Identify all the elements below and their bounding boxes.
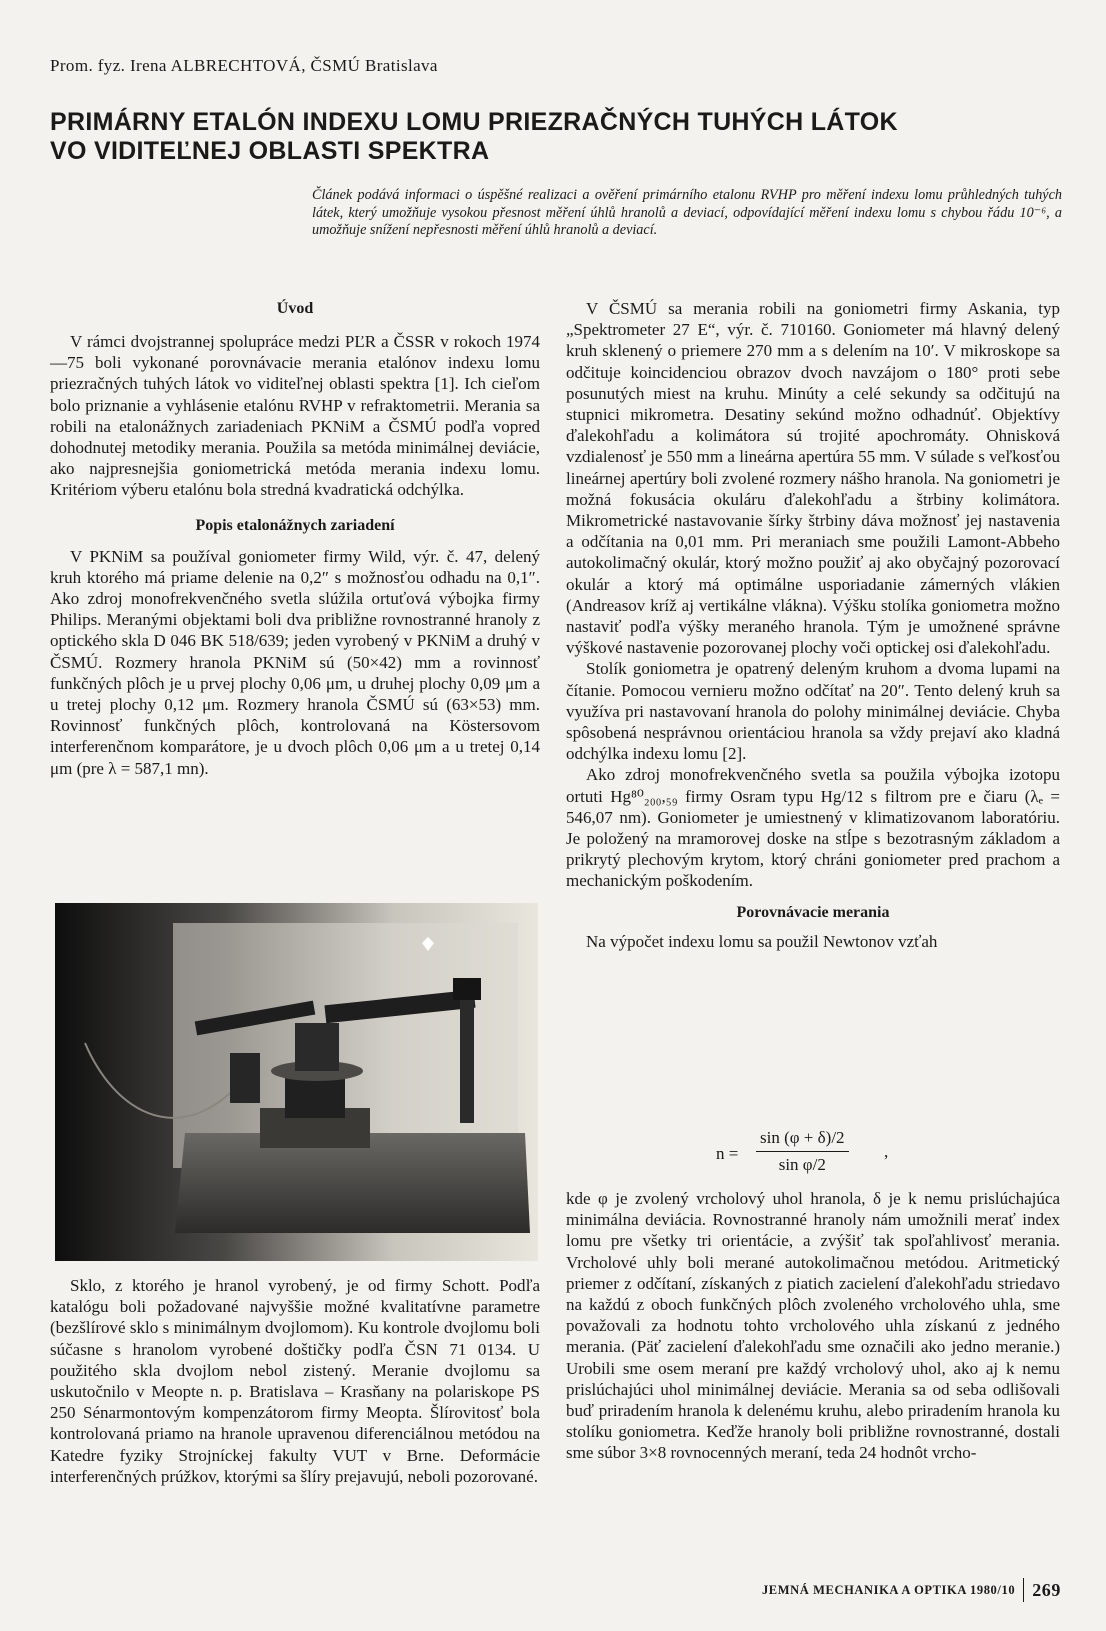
- journal-name: JEMNÁ MECHANIKA A OPTIKA 1980/10: [761, 1582, 1016, 1597]
- newton-formula: [566, 1128, 1060, 1184]
- page-number: 269: [1032, 1579, 1061, 1600]
- glass-paragraph: Sklo, z ktorého je hranol vyrobený, je od firmy Schott. Podľa katalógu boli požadované najvyššie možné kvalitatívne parametre (bezšlírové sklo s minimálnym dvojlomom). Ku kontrole dvojlomu boli súčasne s hranolom vyrobené doštičky podľa ČSN 71 0134. U použitého skla dvojlom nebol zistený. Meranie dvojlomu sa uskutočnilo v Meopte n. p. Bratislava – Krasňany na polariskope PS 250 Sénarmontovým kompenzátorom firmy Meopta. Šlírovitosť bola kontrolovaná priamo na hranole upravenou diferenciálnou metódou na Katedre fyziky Strojníckej fakulty VUT v Brne. Deformácie interferenčných prúžkov, ktorými sa šlíry prejavujú, neboli pozorované.: [50, 1276, 540, 1486]
- formula-fraction: [756, 1128, 849, 1175]
- goniometer-illustration: [55, 903, 538, 1261]
- csmu-paragraph: V ČSMÚ sa merania robili na goniometri firmy Askania, typ „Spektrometer 27 E“, výr. č. 710160. Goniometer má hlavný delený kruh sklenený o priemere 270 mm a s delením na 10′. V mikroskope sa odčituje koincidenciou obrazov dvoch navzájom o 180° proti sebe posunutých miest na kruhu. Minúty a celé sekundy sa odčitujú na stupnici mikrometra. Desatiny sekúnd možno odhadnúť. Objektívy ďalekohľadu a kolimátora sú trojité apochromáty. Ohnisková vzdialenosť je 550 mm a lineárna apertúra 55 mm. V súlade s veľkosťou lineárnej apertúry boli zvolené rozmery nášho hranola. Na goniometri je možná fokusácia okuláru ďalekohľadu a štrbiny kolimátora. Mikrometrické nastavovanie šírky štrbiny dáva možnosť jej nastavenia a odčítania na 0,01 mm. Pri meraniach sme použili Lamont-Abbeho autokolimačný okulár, ktorý možno použiť aj ako obyčajný pozorovací okulár a ktorý má optimálne usporiadanie zámerných vlákien (Andreasov kríž aj vertikálne vlákna). Výšku stolíka goniometra možno nastaviť podľa výšky meraného hranola. Tým je umožnené správne výškové nastavenie pozorovanej plochy voči optickej osi ďalekohľadu.: [566, 299, 1060, 658]
- heading-equipment: Popis etalonážnych zariadení: [195, 516, 395, 534]
- formula-numerator: sin (φ + δ)/2: [756, 1128, 849, 1152]
- left-column-bottom: [50, 1275, 540, 1487]
- right-column-bottom: [566, 1188, 1060, 1464]
- title-line-1: PRIMÁRNY ETALÓN INDEXU LOMU PRIEZRAČNÝCH TUHÝCH LÁTOK: [50, 108, 898, 136]
- equipment-paragraph: V PKNiM sa používal goniometer firmy Wild, výr. č. 47, delený kruh ktorého má priame delenie na 0,2″ s možnosťou odhadu na 0,1″. Ako zdroj monofrekvenčného svetla slúžila ortuťová výbojka firmy Philips. Meranými objektami boli dva približne rovnostranné hranoly z optického skla D 046 BK 518/639; jeden vyrobený v PKNiM a druhý v ČSMÚ. Rozmery hranola PKNiM sú (50×42) mm a rovinnosť funkčných plôch je u prvej plochy 0,06 μm, u druhej plochy 0,09 μm a u tretej plochy 0,12 μm. Rozmery hranola ČSMÚ sú (63×53) mm. Rovinnosť funkčných plôch, kontrolovaná na Köstersovom interferenčnom komparátore, je u dvoch plôch 0,06 μm a u tretej 0,14 μm (pre λ = 587,1 mn).: [50, 546, 540, 778]
- article-title: [50, 108, 1060, 166]
- footer-divider: [1023, 1578, 1024, 1602]
- formula-denominator: sin φ/2: [778, 1155, 826, 1174]
- goniometer-photo: [55, 903, 538, 1261]
- formula-explanation: kde φ je zvolený vrcholový uhol hranola, δ je k nemu prislúchajúca minimálna deviácia. Rovnostranné hranoly nám umožnili merať index lomu pre všetky tri orientácie, a zvýšiť tak spoľahlivosť merania. Vrcholové uhly boli merané autokolimačnou metódou. Aritmetický priemer z odčítaní, získaných z piatich zacielení ďalekohľadu striedavo na každú z oboch funkčných plôch zvoleného vrcholového uhla, sme považovali za hodnotu tohto vrcholového uhla získanú z jedného merania. (Päť zacielení ďalekohľadu sme označili ako jedno meranie.) Urobili sme osem meraní pre každý vrcholový uhol, ako aj k nemu prislúchajúci uhol minimálnej deviácie. Merania sa od seba odlišovali buď priradením hranola k delenému kruhu, alebo priradením hranola ku stolíku goniometra. Keďže hranoly boli približne rovnostranné, dostali sme súbor 3×8 rovnocenných meraní, teda 24 hodnôt vrcho-: [566, 1189, 1060, 1463]
- formula-lhs: n =: [716, 1144, 739, 1163]
- stage-paragraph: Stolík goniometra je opatrený deleným kruhom a dvoma lupami na čítanie. Pomocou vernieru možno odčítať na 20″. Tento delený kruh sa využíva pri nastavovaní hranola do polohy minimálnej deviácie. Chyba spôsobená nesprávnou orientáciou hranola sa vždy prejaví ako kladná odchýlka indexu lomu [2].: [566, 659, 1060, 764]
- intro-paragraph: V rámci dvojstrannej spolupráce medzi PĽR a ČSSR v rokoch 1974—75 boli vykonané porovnávacie merania etalónov indexu lomu priezračných tuhých látok vo viditeľnej oblasti spektra [1]. Ich cieľom bolo priznanie a vyhlásenie etalónu RVHP v refraktometrii. Merania sa robili na etalonážnych zariadeniach PKNiM a ČSMÚ podľa vopred dohodnutej metodiky merania. Použila sa metóda minimálnej deviácie, ako najpresnejšia goniometrická metóda merania indexu lomu. Kritériom výberu etalónu bola stredná kvadratická odchýlka.: [50, 332, 540, 500]
- lamp-paragraph: Ako zdroj monofrekvenčného svetla sa použila výbojka izotopu ortuti Hg⁸⁰₂₀₀,₅₉ firmy Osram typu Hg/12 s filtrom pre e čiaru (λₑ = 546,07 nm). Goniometer je umiestnený v klimatizovanom laboratóriu. Je položený na mramorovej doske na stĺpe s bezotrasným základom a prikrytý plechovým krytom, ktorý chráni goniometer pred prachom a mechanickým poškodením.: [566, 765, 1060, 891]
- abstract: Článek podává informaci o úspěšné realizaci a ověření primárního etalonu RVHP pro měření indexu lomu průhledných tuhých látek, který umožňuje vysokou přesnost měření úhlů hranolů a deviací, odpovídající měření indexu lomu s chybou řádu 10⁻⁶, a umožňuje snížení nepřesnosti měření úhlů hranolů a deviací.: [312, 187, 1062, 238]
- left-column-top: [50, 298, 540, 779]
- right-column-top: [566, 298, 1060, 952]
- formula-comma: ,: [884, 1142, 889, 1161]
- page-footer: [762, 1578, 1061, 1602]
- heading-comparison: Porovnávacie merania: [736, 903, 890, 921]
- title-line-2: VO VIDITEĽNEJ OBLASTI SPEKTRA: [50, 137, 490, 165]
- author-line: Prom. fyz. Irena ALBRECHTOVÁ, ČSMÚ Bratislava: [50, 56, 438, 75]
- newton-intro: Na výpočet indexu lomu sa použil Newtonov vzťah: [586, 931, 938, 951]
- heading-intro: Úvod: [276, 300, 314, 317]
